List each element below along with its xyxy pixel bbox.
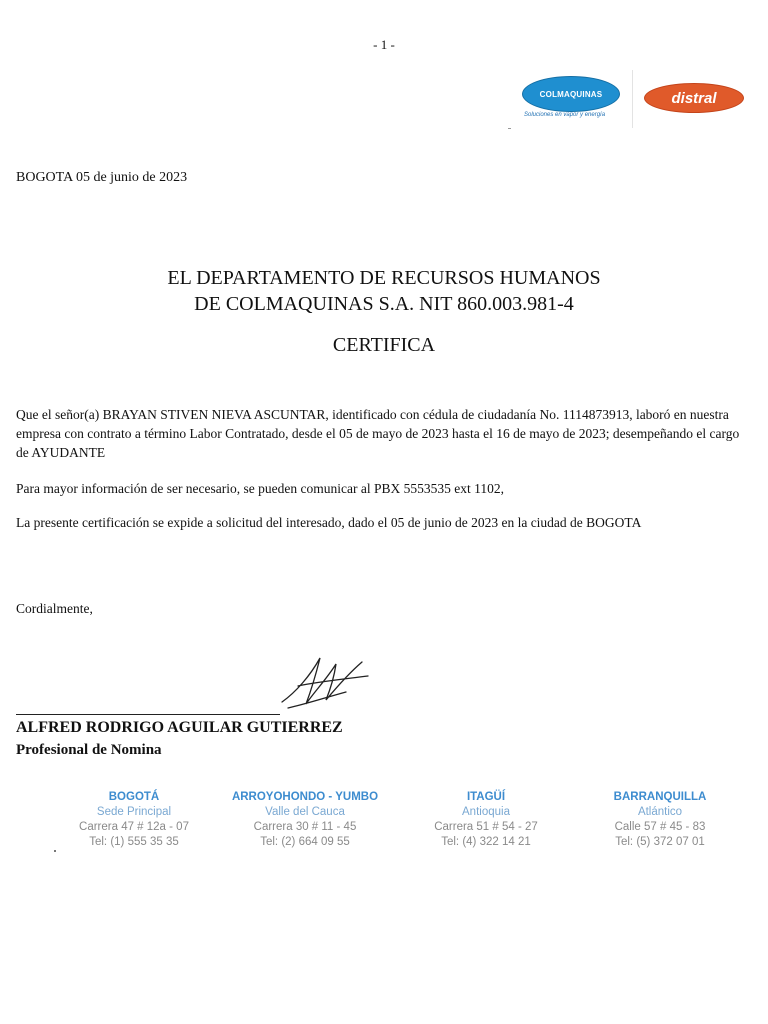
distral-logo-text: distral bbox=[671, 89, 717, 107]
logo-dot bbox=[508, 128, 511, 129]
footer-dot bbox=[54, 850, 56, 852]
office-bogota bbox=[44, 790, 224, 850]
office-address: Carrera 51 # 54 - 27 bbox=[434, 821, 538, 833]
department-title-line-2: DE COLMAQUINAS S.A. NIT 860.003.981-4 bbox=[194, 293, 574, 315]
colmaquinas-logo-ellipse bbox=[522, 76, 620, 112]
office-region: Valle del Cauca bbox=[265, 806, 345, 818]
office-directory bbox=[40, 790, 740, 860]
certifica-heading: CERTIFICA bbox=[332, 334, 436, 356]
signer-role: Profesional de Nomina bbox=[16, 742, 162, 758]
office-address: Carrera 47 # 12a - 07 bbox=[79, 821, 189, 833]
colmaquinas-tagline: Soluciones en vapor y energía bbox=[524, 112, 606, 118]
office-region: Antioquia bbox=[462, 806, 510, 818]
department-title bbox=[0, 265, 768, 317]
office-city: ARROYOHONDO - YUMBO bbox=[231, 791, 379, 803]
logo-divider bbox=[632, 70, 633, 128]
office-phone: Tel: (1) 555 35 35 bbox=[89, 836, 179, 848]
colmaquinas-logo bbox=[518, 74, 628, 124]
office-arroyohondo bbox=[215, 790, 395, 850]
colmaquinas-logo-text: COLMAQUINAS bbox=[539, 89, 603, 99]
page-number: - 1 - bbox=[373, 37, 395, 52]
distral-logo bbox=[644, 83, 744, 113]
office-phone: Tel: (2) 664 09 55 bbox=[260, 836, 350, 848]
office-address: Carrera 30 # 11 - 45 bbox=[253, 821, 357, 833]
contact-paragraph: Para mayor información de ser necesario, se pueden comunicar al PBX 5553535 ext 1102, bbox=[16, 481, 504, 496]
office-region: Atlántico bbox=[637, 806, 683, 818]
office-barranquilla bbox=[570, 790, 750, 850]
office-city: BOGOTÁ bbox=[108, 791, 160, 803]
date-line: BOGOTA 05 de junio de 2023 bbox=[16, 170, 188, 185]
issuance-paragraph: La presente certificación se expide a solicitud del interesado, dado el 05 de junio de 2023 en la ciudad de BOGOTA bbox=[16, 515, 642, 530]
office-phone: Tel: (4) 322 14 21 bbox=[441, 836, 531, 848]
signer-name: ALFRED RODRIGO AGUILAR GUTIERREZ bbox=[16, 719, 343, 736]
closing-salutation: Cordialmente, bbox=[16, 601, 93, 616]
office-region: Sede Principal bbox=[96, 806, 172, 818]
office-itagui bbox=[396, 790, 576, 850]
office-phone: Tel: (5) 372 07 01 bbox=[615, 836, 705, 848]
signature-line bbox=[16, 714, 280, 715]
certification-paragraph: Que el señor(a) BRAYAN STIVEN NIEVA ASCUNTAR, identificado con cédula de ciudadanía No. 1114873913, laboró en nuestra empresa con contrato a término Labor Contratado, desde el 05 de mayo de 2023 hasta el 16 de mayo de 2023; desempeñando el cargo de AYUDANTE bbox=[16, 407, 740, 460]
office-city: ITAGÜÍ bbox=[466, 791, 506, 803]
office-address: Calle 57 # 45 - 83 bbox=[614, 821, 706, 833]
office-city: BARRANQUILLA bbox=[613, 791, 707, 803]
department-title-line-1: EL DEPARTAMENTO DE RECURSOS HUMANOS bbox=[167, 267, 601, 289]
handwritten-signature bbox=[276, 652, 372, 712]
